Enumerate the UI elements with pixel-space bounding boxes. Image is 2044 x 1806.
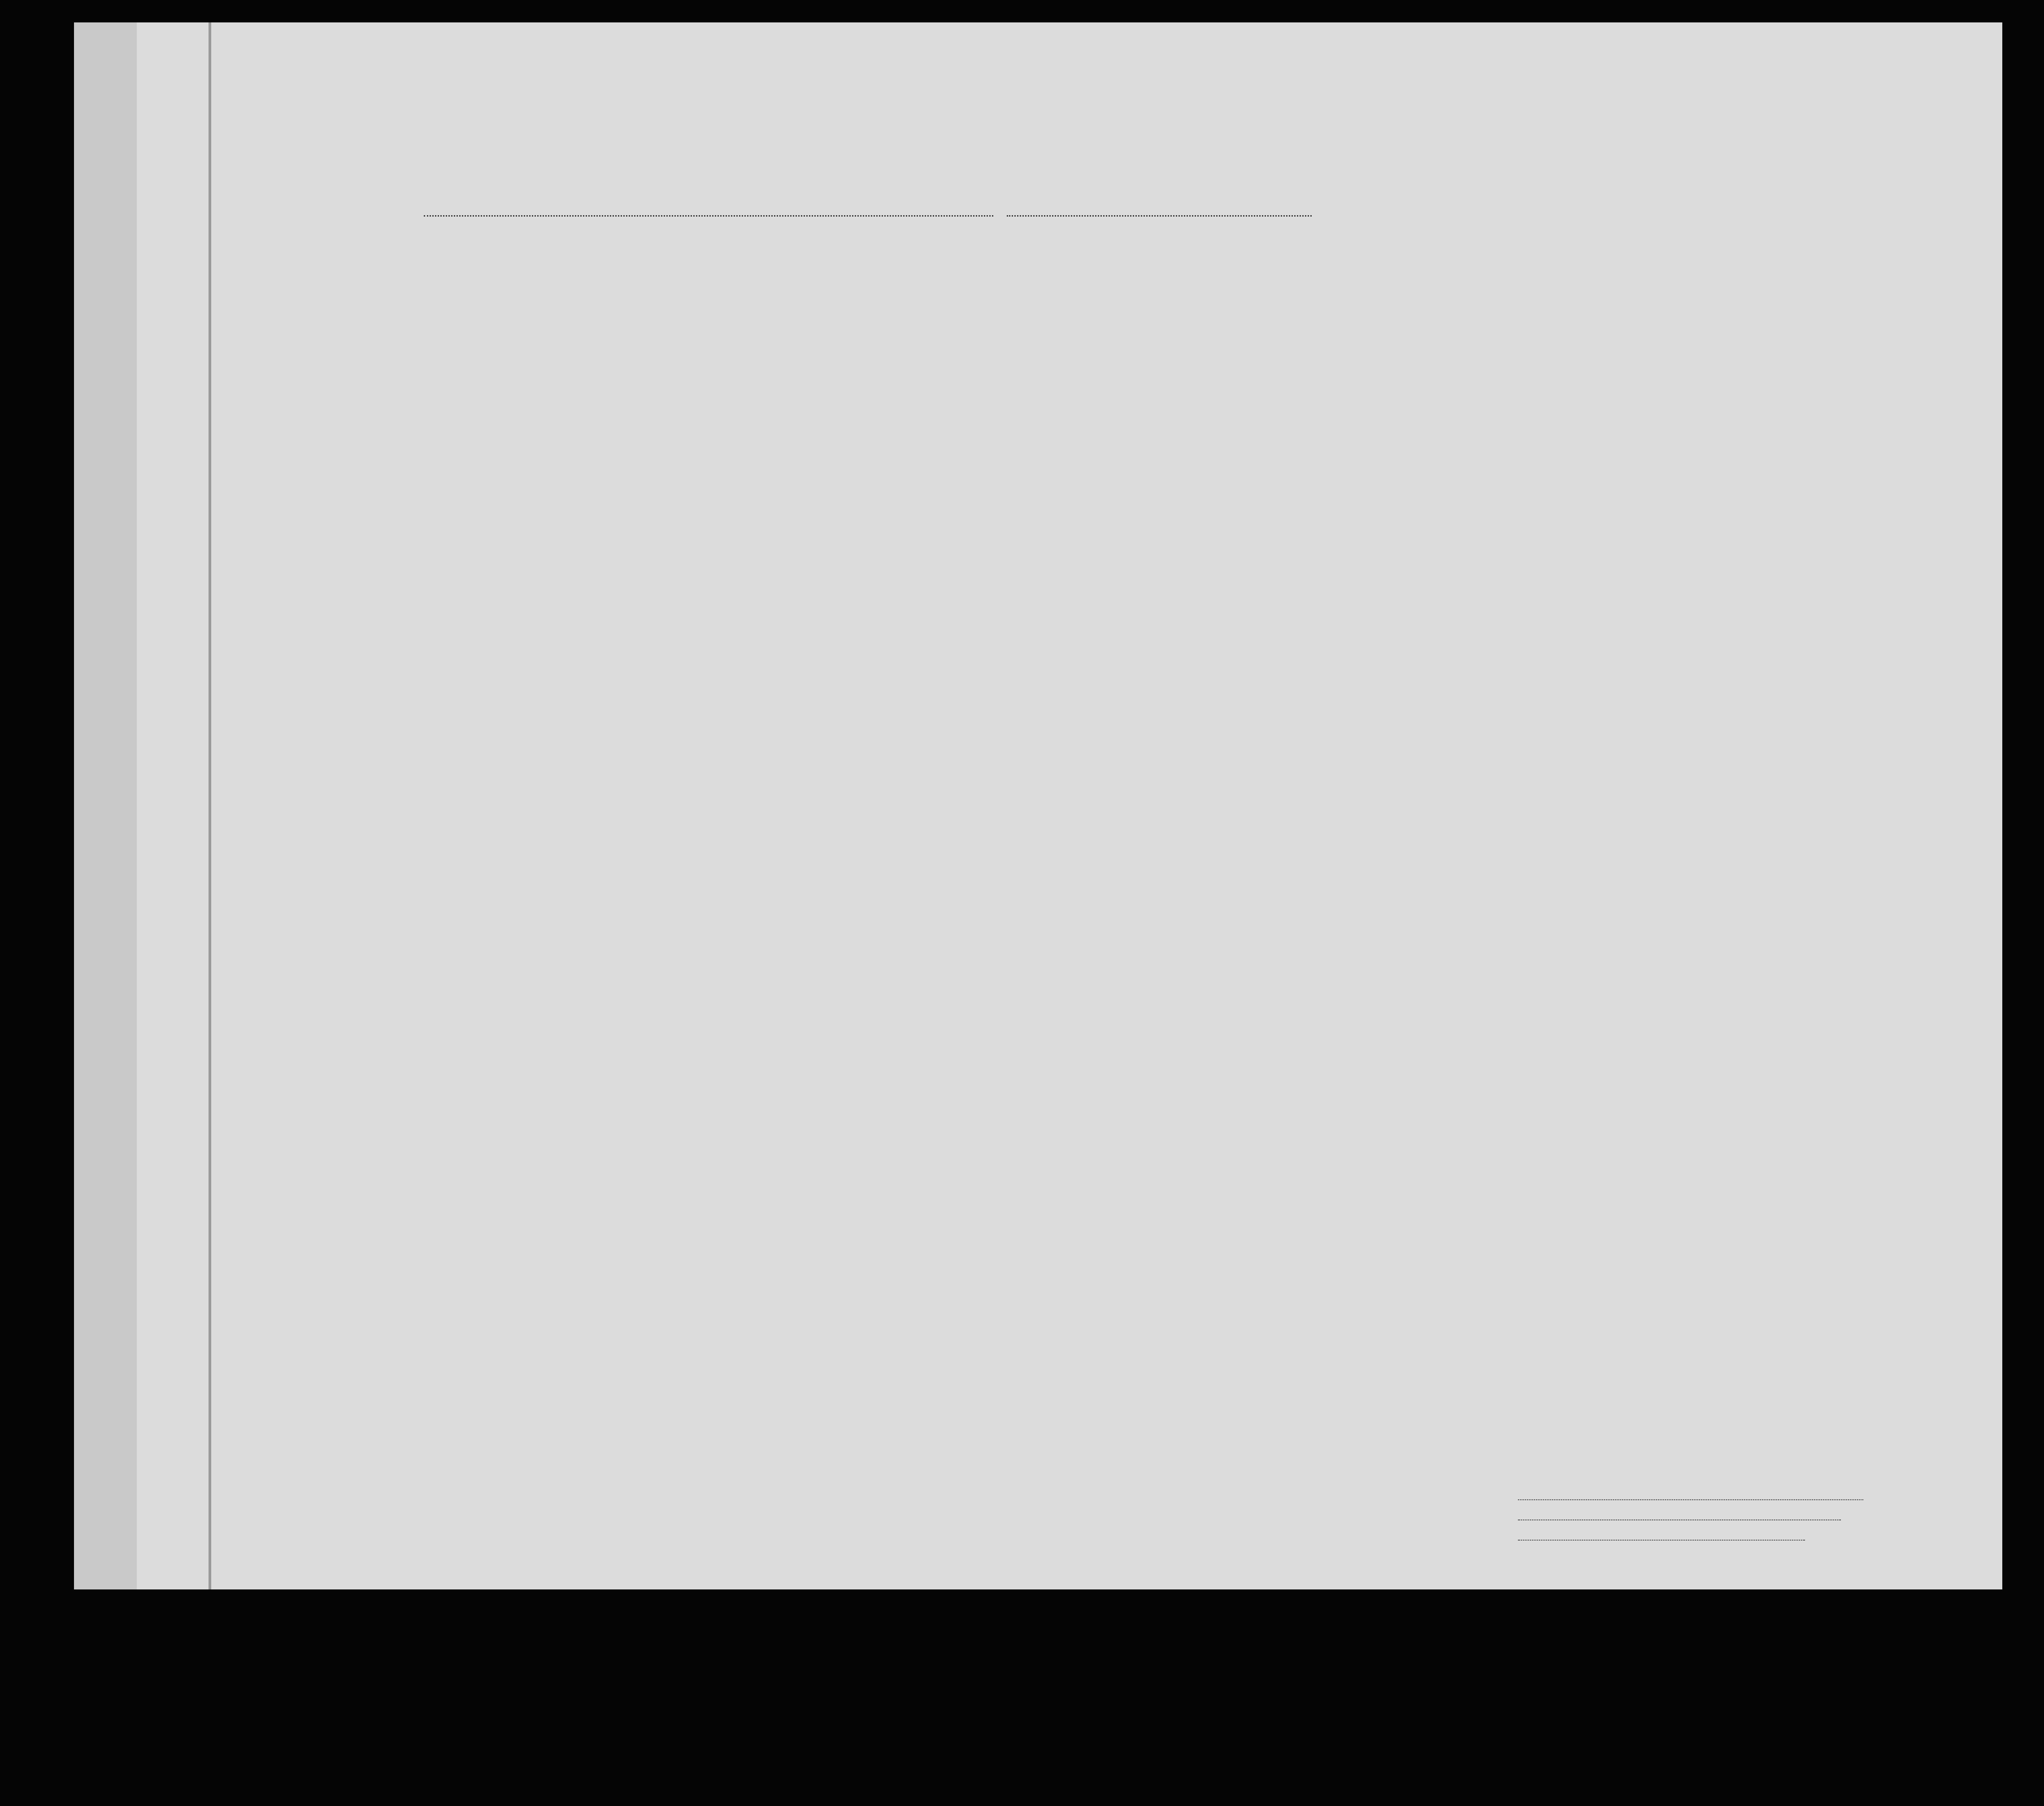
header-excluded: [1508, 253, 1528, 365]
header-arrested: [1529, 253, 1552, 365]
header-feet: [1661, 323, 1682, 363]
header-ticket: [664, 256, 691, 359]
signature-block: [1518, 1486, 1863, 1547]
header-prison: [1334, 253, 1374, 365]
header-labor-offer: [1473, 253, 1507, 365]
header-purpose-length: [1269, 280, 1298, 365]
owners-field: [1518, 1519, 1841, 1520]
header-purpose-citizen: [1300, 280, 1330, 365]
header-inches: [1684, 323, 1704, 363]
header-anarchist: [1399, 253, 1422, 365]
header-polygamist: [1376, 253, 1398, 365]
agents-field: [1518, 1540, 1805, 1541]
header-money: [785, 256, 812, 359]
header-purpose-return: [1222, 280, 1267, 365]
line-field: [1518, 1499, 1863, 1500]
header-overthrow: [1424, 253, 1471, 365]
